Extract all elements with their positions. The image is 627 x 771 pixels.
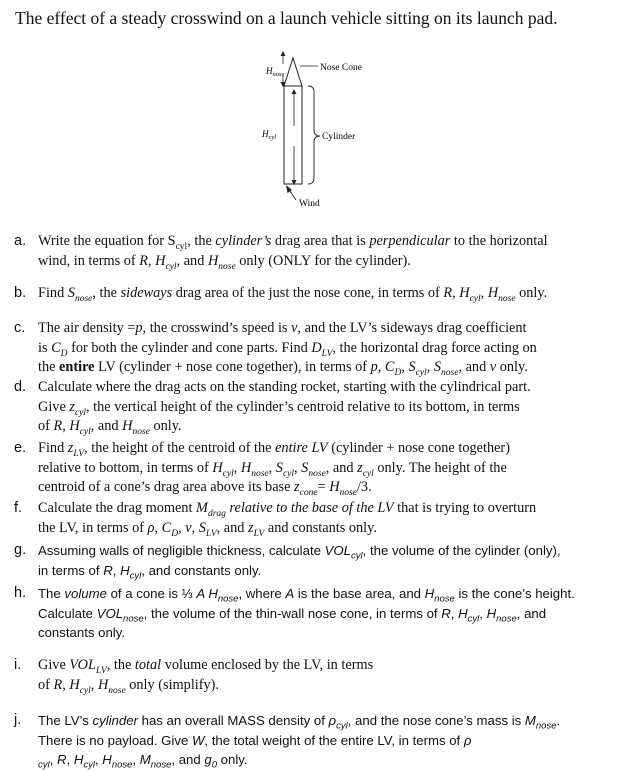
- question-b: [14, 284, 614, 304]
- question-text: [38, 284, 614, 304]
- page-title: The effect of a steady crosswind on a launch vehicle sitting on its launch pad.: [15, 8, 558, 28]
- question-line: in terms of R, $H_{cyl}$, and constants only.: [38, 562, 262, 582]
- question-g: [14, 541, 614, 580]
- cylinder-shape: [284, 86, 302, 184]
- question-text: [38, 711, 614, 770]
- hcyl-label: $H_{cyl}$: [262, 129, 277, 141]
- question-letter: i.: [14, 657, 22, 673]
- question-e: [14, 439, 614, 498]
- question-line: There is no payload. Give W, the total weight of the entire LV, in terms of ρ: [38, 732, 472, 748]
- question-f: [14, 499, 614, 538]
- question-line: constants only.: [38, 625, 125, 640]
- question-letter: a.: [14, 233, 27, 249]
- question-j: [14, 711, 614, 770]
- question-line: centroid of a cone’s drag area above its base $z_{cone}= H_{nose}/3$.: [38, 479, 372, 498]
- question-text: [38, 499, 614, 538]
- question-c: [14, 319, 614, 378]
- launch-vehicle-diagram: [250, 46, 390, 212]
- question-letter: e.: [14, 440, 27, 456]
- question-text: [38, 232, 614, 271]
- question-text: [38, 541, 614, 580]
- question-d: [14, 378, 614, 437]
- arrowhead-icon: [281, 51, 286, 56]
- question-letter: d.: [14, 379, 27, 395]
- question-line: Find $S_{nose}$, the sideways drag area of the just the nose cone, in terms of R, $H_{cyl}$, $H_{nose}$ only.: [38, 285, 548, 304]
- question-text: [38, 319, 614, 378]
- question-line: of R, $H_{cyl}$, $H_{nose}$ only (simplify).: [38, 676, 220, 696]
- question-line: of R, $H_{cyl}$, and $H_{nose}$ only.: [38, 418, 182, 437]
- question-letter: f.: [14, 500, 23, 516]
- question-line: relative to bottom, in terms of $H_{cyl}$, $H_{nose}$, $S_{cyl}$, $S_{nose}$, and $z_{cyl}$ only. The height of the: [38, 459, 507, 479]
- question-line: Assuming walls of negligible thickness, calculate $VOL_{cyl}$, the volume of the cylinder (only),: [38, 543, 561, 562]
- question-letter: h.: [14, 585, 27, 601]
- hnose-label: $H_{nose}$: [266, 66, 285, 78]
- question-line: the entire LV (cylinder + nose cone together), in terms of p, $C_D$, $S_{cyl}$, $S_{nose}$, and v only.: [38, 359, 528, 378]
- cylinder-label: Cylinder: [322, 132, 356, 142]
- question-a: [14, 232, 614, 271]
- question-line: Give $z_{cyl}$, the vertical height of the cylinder’s centroid relative to its bottom, in terms: [38, 398, 520, 418]
- arrowhead-icon: [286, 185, 292, 193]
- nose-cone-label: Nose Cone: [320, 63, 362, 73]
- question-h: [14, 584, 614, 643]
- question-line: Calculate where the drag acts on the standing rocket, starting with the cylindrical part.: [38, 379, 531, 395]
- question-line: The air density =p, the crosswind’s speed is v, and the LV’s sideways drag coefficient: [38, 320, 527, 336]
- wind-label: Wind: [299, 199, 320, 209]
- question-line: is $C_D$ for both the cylinder and cone parts. Find $D_{LV}$, the horizontal drag force acting on: [38, 339, 537, 359]
- question-line: Calculate the drag moment $M_{drag}$ relative to the base of the LV that is trying to overturn: [38, 500, 537, 519]
- question-line: the LV, in terms of ρ, $C_D$, v, $S_{LV}$, and $z_{LV}$ and constants only.: [38, 519, 377, 539]
- question-line: $_{cyl}$, R, $H_{cyl}$, $H_{nose}$, $M_{nose}$, and $g_0$ only.: [38, 752, 248, 771]
- question-line: Give $VOL_{LV}$, the total volume enclosed by the LV, in terms: [38, 657, 374, 676]
- question-letter: g.: [14, 542, 27, 558]
- cylinder-brace: [308, 86, 320, 184]
- question-line: Find $z_{LV}$, the height of the centroid of the entire LV (cylinder + nose cone together): [38, 440, 510, 459]
- question-line: Write the equation for $S_{cyl}$, the cylinder’s drag area that is perpendicular to the horizontal: [38, 233, 548, 252]
- question-text: [38, 439, 614, 498]
- question-line: wind, in terms of R, $H_{cyl}$, and $H_{nose}$ only (ONLY for the cylinder).: [38, 252, 411, 272]
- question-line: Calculate $VOL_{nose}$, the volume of the thin-wall nose cone, in terms of R, $H_{cyl}$, $H_{nose}$, and: [38, 605, 547, 625]
- question-line: The LV’s cylinder has an overall MASS density of $\rho_{cyl}$, and the nose cone’s mass is $M_{nose}$.: [38, 713, 561, 732]
- question-letter: c.: [14, 320, 26, 336]
- nose-cone-shape: [284, 58, 302, 86]
- question-letter: b.: [14, 285, 27, 301]
- question-text: [38, 378, 614, 437]
- question-letter: j.: [14, 712, 22, 728]
- question-i: [14, 656, 614, 695]
- arrowhead-icon: [292, 89, 297, 94]
- question-line: The volume of a cone is ⅓ A $H_{nose}$, where A is the base area, and $H_{nose}$ is the cone’s height.: [38, 586, 575, 605]
- question-text: [38, 584, 614, 643]
- question-text: [38, 656, 614, 695]
